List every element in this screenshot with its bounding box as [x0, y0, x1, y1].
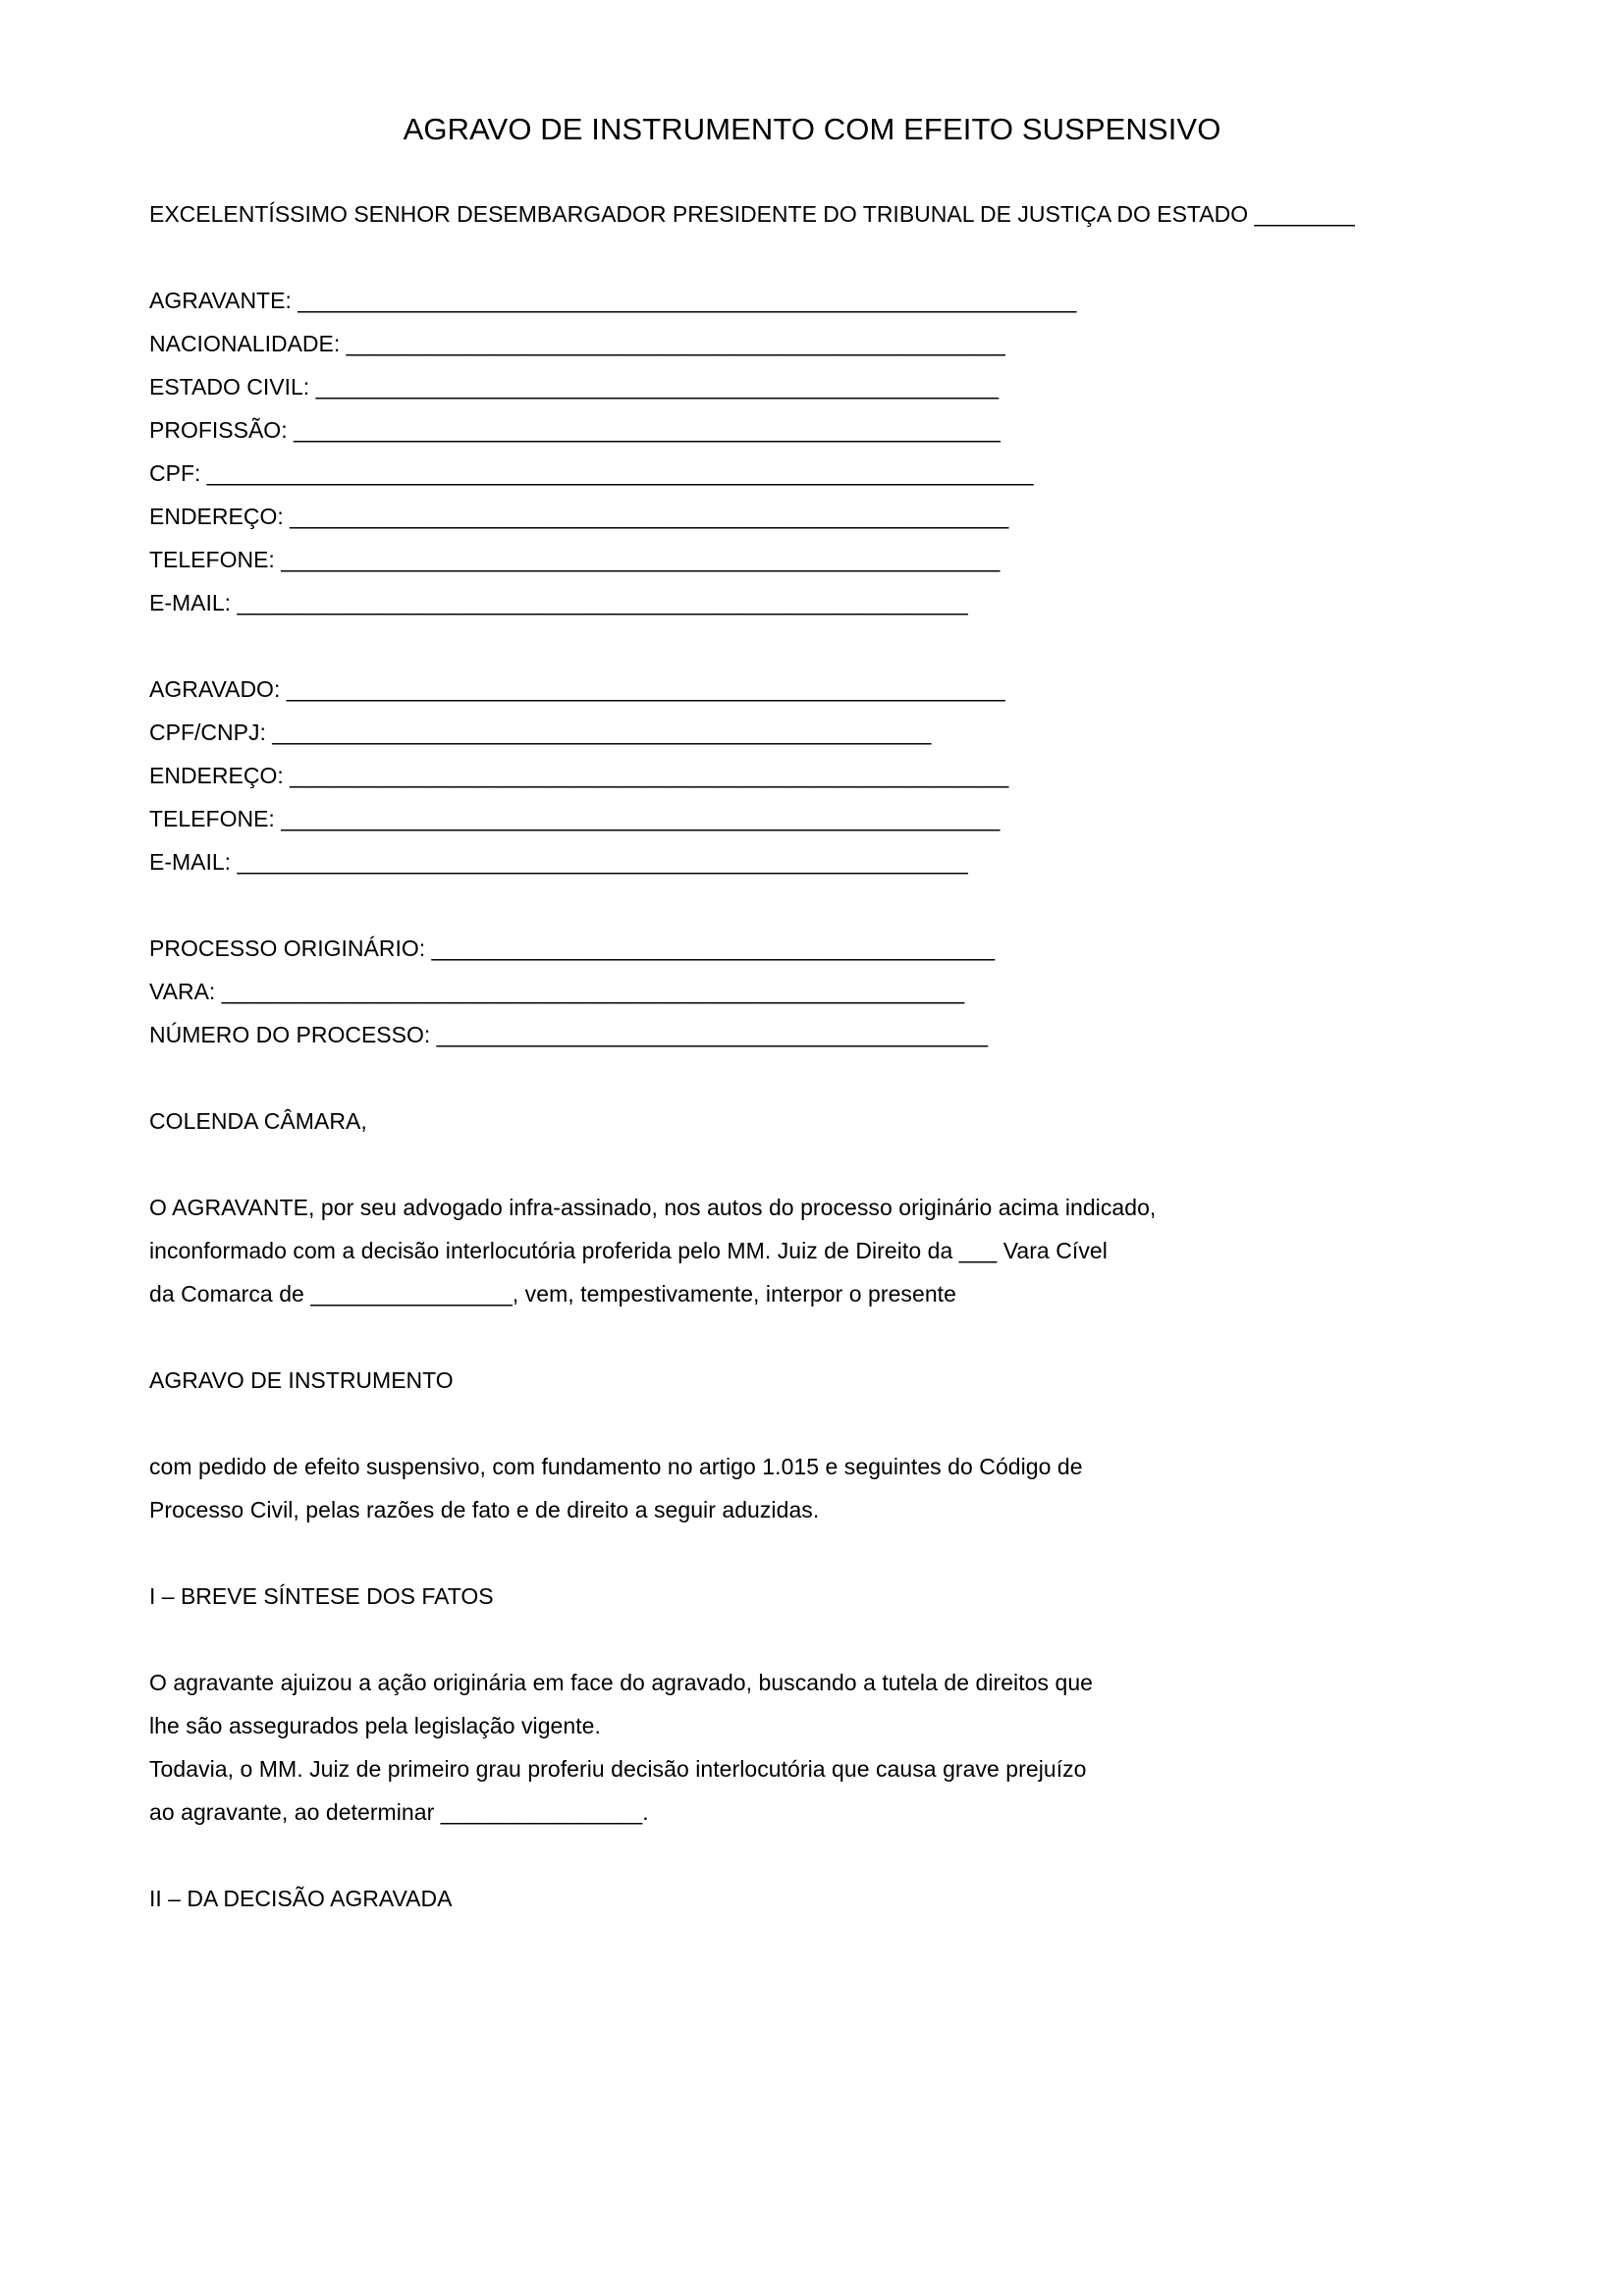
field-blank[interactable]: _________________________________________________________ — [315, 374, 999, 400]
field-row-nacionalidade — [149, 322, 1622, 365]
page-title: AGRAVO DE INSTRUMENTO COM EFEITO SUSPENSIVO — [403, 112, 1221, 146]
paragraph-line: lhe são assegurados pela legislação vigente. — [149, 1713, 601, 1738]
field-label: PROCESSO ORIGINÁRIO: — [149, 935, 426, 961]
field-row-processo-originario — [149, 927, 1622, 970]
spacer — [149, 236, 1622, 279]
paragraph-line: Processo Civil, pelas razões de fato e de direito a seguir aduzidas. — [149, 1497, 820, 1522]
agravante-field-group — [149, 279, 1622, 624]
field-row-agravado — [149, 667, 1622, 711]
field-row-vara — [149, 970, 1622, 1013]
paragraph-line: O agravante ajuizou a ação originária em face do agravado, buscando a tutela de direitos que — [149, 1670, 1094, 1695]
paragraph-line: ao agravante, ao determinar ________________. — [149, 1799, 649, 1825]
field-label: ENDEREÇO: — [149, 504, 284, 529]
intro-paragraph — [149, 1186, 1622, 1315]
field-label: E-MAIL: — [149, 590, 232, 615]
field-row-email — [149, 581, 1622, 624]
spacer — [149, 624, 1622, 667]
field-blank[interactable]: _________________________________________________________________ — [298, 288, 1076, 313]
paragraph-line: O AGRAVANTE, por seu advogado infra-assinado, nos autos do processo originário acima indicado, — [149, 1195, 1157, 1220]
field-label: AGRAVANTE: — [149, 288, 292, 313]
basis-paragraph — [149, 1445, 1622, 1531]
field-label: CPF: — [149, 460, 201, 486]
field-blank[interactable]: _______________________________________________ — [431, 935, 995, 961]
field-row-telefone-agravado — [149, 797, 1622, 840]
field-label: E-MAIL: — [149, 849, 232, 875]
field-label: NACIONALIDADE: — [149, 331, 341, 356]
field-label: ESTADO CIVIL: — [149, 374, 310, 400]
field-blank[interactable]: _______________________________________________________ — [346, 331, 1005, 356]
paragraph-line: Todavia, o MM. Juiz de primeiro grau proferiu decisão interlocutória que causa grave prejuízo — [149, 1756, 1087, 1782]
field-label: PROFISSÃO: — [149, 417, 288, 443]
field-blank[interactable]: ______________________________________________ — [436, 1022, 988, 1047]
spacer — [149, 1531, 1622, 1575]
field-label: TELEFONE: — [149, 547, 275, 572]
processo-field-group — [149, 927, 1622, 1056]
paragraph-line: com pedido de efeito suspensivo, com fundamento no artigo 1.015 e seguintes do Código de — [149, 1454, 1083, 1479]
field-row-agravante — [149, 279, 1622, 322]
field-blank[interactable]: ___________________________________________________________ — [293, 417, 1001, 443]
field-row-profissao — [149, 408, 1622, 452]
section-one-paragraph — [149, 1661, 1622, 1834]
field-row-telefone — [149, 538, 1622, 581]
field-row-email-agravado — [149, 840, 1622, 883]
spacer — [149, 1056, 1622, 1099]
field-blank[interactable]: _____________________________________________________________________ — [206, 460, 1033, 486]
document-body — [149, 192, 1622, 1920]
paragraph-line: da Comarca de ________________, vem, tempestivamente, interpor o presente — [149, 1281, 956, 1307]
field-label: VARA: — [149, 979, 216, 1004]
field-label: NÚMERO DO PROCESSO: — [149, 1022, 431, 1047]
spacer — [149, 1143, 1622, 1186]
spacer — [149, 1315, 1622, 1359]
agravado-field-group — [149, 667, 1622, 883]
field-blank[interactable]: _______________________________________________________ — [272, 720, 931, 745]
section-heading-ii: II – DA DECISÃO AGRAVADA — [149, 1886, 453, 1911]
field-row-cpf-cnpj — [149, 711, 1622, 754]
spacer — [149, 1834, 1622, 1877]
field-blank[interactable]: ____________________________________________________________ — [281, 547, 1000, 572]
field-label: ENDEREÇO: — [149, 763, 284, 788]
field-blank[interactable]: ____________________________________________________________ — [286, 676, 1005, 702]
field-blank[interactable]: ____________________________________________________________ — [281, 806, 1000, 831]
field-blank[interactable]: ____________________________________________________________ — [290, 763, 1008, 788]
field-row-endereco-agravado — [149, 754, 1622, 797]
field-row-numero-processo — [149, 1013, 1622, 1056]
field-row-cpf — [149, 452, 1622, 495]
spacer — [149, 1618, 1622, 1661]
field-blank[interactable]: _____________________________________________________________ — [237, 849, 968, 875]
spacer — [149, 883, 1622, 927]
addressee-line: EXCELENTÍSSIMO SENHOR DESEMBARGADOR PRESIDENTE DO TRIBUNAL DE JUSTIÇA DO ESTADO ________ — [149, 201, 1355, 227]
salutation: COLENDA CÂMARA, — [149, 1108, 367, 1134]
field-label: TELEFONE: — [149, 806, 275, 831]
field-blank[interactable]: ______________________________________________________________ — [221, 979, 964, 1004]
spacer — [149, 1402, 1622, 1445]
appeal-type-heading: AGRAVO DE INSTRUMENTO — [149, 1367, 454, 1393]
paragraph-line: inconformado com a decisão interlocutória proferida pelo MM. Juiz de Direito da ___ Vara Cível — [149, 1238, 1108, 1263]
field-label: AGRAVADO: — [149, 676, 281, 702]
field-row-endereco — [149, 495, 1622, 538]
field-blank[interactable]: _____________________________________________________________ — [237, 590, 968, 615]
field-blank[interactable]: ____________________________________________________________ — [290, 504, 1008, 529]
section-heading-i: I – BREVE SÍNTESE DOS FATOS — [149, 1583, 494, 1609]
field-row-estado-civil — [149, 365, 1622, 408]
field-label: CPF/CNPJ: — [149, 720, 266, 745]
